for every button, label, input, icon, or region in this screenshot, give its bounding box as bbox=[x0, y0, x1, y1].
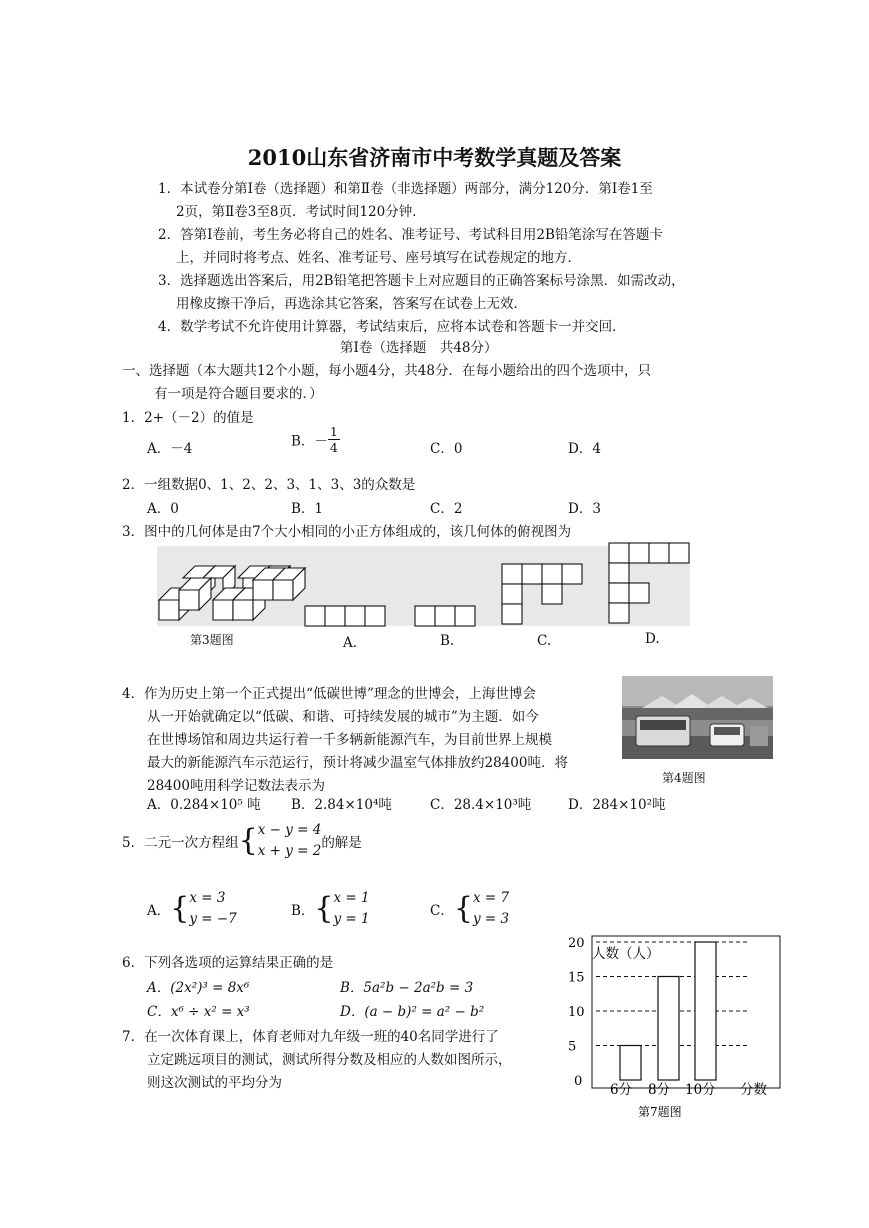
q7-line-1: 7．在一次体育课上，体育老师对九年级一班的40名同学进行了 bbox=[122, 1029, 499, 1045]
bar-10分 bbox=[695, 942, 716, 1080]
q6-option-a: A．(2x²)³ = 8x⁶ bbox=[147, 980, 250, 996]
q5-option-a-label: A． bbox=[147, 903, 171, 919]
q5-stem bbox=[122, 820, 362, 862]
note-3b: 用橡皮擦干净后，再选涂其它答案，答案写在试卷上无效． bbox=[176, 296, 527, 312]
q7-bar-chart bbox=[560, 934, 782, 1124]
chart-x-axis-label: 分数 bbox=[740, 1082, 767, 1098]
q5-option-b-system bbox=[334, 888, 370, 930]
y-tick-10: 10 bbox=[568, 1005, 585, 1020]
q4-line-3: 在世博场馆和周边共运行着一千多辆新能源汽车，为目前世界上规模 bbox=[147, 732, 552, 748]
q5-option-c-eq1: x = 7 bbox=[472, 890, 510, 906]
q3-option-a-figure bbox=[305, 606, 385, 626]
note-1b: 2页，第Ⅱ卷3至8页．考试时间120分钟． bbox=[176, 204, 426, 220]
q5-option-c-brace: { bbox=[453, 891, 473, 926]
q4-line-5: 28400吨用科学记数法表示为 bbox=[147, 778, 325, 794]
q5-option-c-eq2: y = 3 bbox=[472, 911, 510, 927]
q5-option-b-eq2: y = 1 bbox=[333, 911, 370, 927]
q4-option-b: B．2.84×10⁴吨 bbox=[291, 797, 392, 813]
q4-option-a: A．0.284×10⁵ 吨 bbox=[147, 797, 261, 813]
x-tick-6分: 6分 bbox=[610, 1082, 633, 1098]
q5-option-a-brace: { bbox=[170, 891, 190, 926]
bar-8分 bbox=[658, 977, 679, 1081]
q5-eq1: x − y = 4 bbox=[257, 822, 322, 838]
q3-label-b: B. bbox=[440, 633, 455, 649]
q2-option-a: A．0 bbox=[147, 501, 179, 517]
q5-option-b-label: B． bbox=[291, 903, 315, 919]
q5-option-b-eq1: x = 1 bbox=[333, 890, 370, 906]
chart-x-tick-labels bbox=[610, 1082, 716, 1098]
y-tick-20: 20 bbox=[568, 936, 585, 951]
q5-stem-prefix: 5．二元一次方程组 bbox=[122, 835, 239, 851]
q6-stem: 6．下列各选项的运算结果正确的是 bbox=[122, 955, 334, 971]
q5-option-a-eq1: x = 3 bbox=[189, 890, 226, 906]
q3-label-d: D. bbox=[645, 631, 660, 647]
q5-system bbox=[258, 820, 322, 862]
q5-option-c-label: C． bbox=[430, 903, 454, 919]
part1-line2: 有一项是符合题目要求的．） bbox=[154, 386, 323, 402]
q1-option-d: D．4 bbox=[568, 441, 601, 457]
q5-option-c-system bbox=[473, 888, 509, 930]
q5-stem-suffix: 的解是 bbox=[321, 835, 362, 851]
bar-6分 bbox=[620, 1046, 641, 1081]
q1-fraction bbox=[328, 424, 340, 455]
q3-figures bbox=[155, 540, 695, 658]
q4-option-d: D．284×10²吨 bbox=[568, 797, 666, 813]
chart-y-tick-labels bbox=[568, 936, 585, 1089]
part1-line1: 一、选择题（本大题共12个小题，每小题4分，共48分．在每小题给出的四个选项中，只 bbox=[122, 363, 651, 379]
q1-option-b bbox=[291, 424, 340, 455]
q4-expo-bus-photo bbox=[622, 676, 773, 759]
y-tick-15: 15 bbox=[568, 970, 585, 986]
note-3a: 3．选择题选出答案后，用2B铅笔把答题卡上对应题目的正确答案标号涂黑．如需改动， bbox=[158, 273, 685, 289]
q1-option-a: A．－4 bbox=[147, 441, 193, 457]
q6-option-c: C．x⁶ ÷ x² = x³ bbox=[147, 1004, 250, 1020]
q5-option-a bbox=[147, 888, 237, 930]
q2-option-d: D．3 bbox=[568, 501, 601, 517]
q4-line-1: 4．作为历史上第一个正式提出“低碳世博”理念的世博会，上海世博会 bbox=[122, 686, 536, 702]
q7-line-2: 立定跳远项目的测试，测试所得分数及相应的人数如图所示， bbox=[147, 1052, 512, 1068]
note-4: 4．数学考试不允许使用计算器，考试结束后，应将本试卷和答题卡一并交回． bbox=[158, 319, 626, 335]
chart-caption: 第7题图 bbox=[638, 1105, 682, 1119]
q1-fraction-den: 4 bbox=[329, 440, 338, 455]
q5-option-b-brace: { bbox=[314, 891, 334, 926]
q5-option-a-eq2: y = −7 bbox=[189, 911, 237, 927]
q2-stem: 2．一组数据0、1、2、2、3、1、3、3的众数是 bbox=[122, 477, 416, 493]
y-tick-0: 0 bbox=[574, 1074, 583, 1089]
note-2b: 上，并同时将考点、姓名、准考证号、座号填写在试卷规定的地方． bbox=[176, 250, 581, 266]
q2-option-b: B．1 bbox=[291, 501, 324, 517]
x-tick-10分: 10分 bbox=[685, 1082, 716, 1098]
q1-stem: 1．2+（－2）的值是 bbox=[122, 410, 254, 426]
q1-option-b-prefix: B．－ bbox=[291, 433, 328, 450]
q3-label-c: C. bbox=[537, 633, 552, 649]
note-1a: 1．本试卷分第Ⅰ卷（选择题）和第Ⅱ卷（非选择题）两部分，满分120分．第Ⅰ卷1至 bbox=[158, 181, 653, 197]
q1-fraction-num: 1 bbox=[329, 424, 338, 439]
q2-option-c: C．2 bbox=[430, 501, 463, 517]
q3-option-b-figure bbox=[415, 606, 475, 626]
q3-label-a: A. bbox=[343, 635, 358, 651]
q4-line-2: 从一开始就确定以“低碳、和谐、可持续发展的城市”为主题．如今 bbox=[147, 709, 539, 725]
q4-option-c: C．28.4×10³吨 bbox=[430, 797, 532, 813]
q4-line-4: 最大的新能源汽车示范运行，预计将减少温室气体排放约28400吨．将 bbox=[147, 755, 568, 771]
q5-option-c bbox=[430, 888, 509, 930]
q3-stem: 3．图中的几何体是由7个大小相同的小正方体组成的，该几何体的俯视图为 bbox=[122, 524, 572, 540]
q1-option-c: C．0 bbox=[430, 441, 463, 457]
page-title: 2010山东省济南市中考数学真题及答案 bbox=[247, 145, 622, 170]
q5-option-a-system bbox=[189, 888, 236, 930]
note-2a: 2．答第Ⅰ卷前，考生务必将自己的姓名、准考证号、考试科目用2B铅笔涂写在答题卡 bbox=[158, 227, 663, 243]
q5-brace: { bbox=[238, 823, 258, 858]
x-tick-8分: 8分 bbox=[648, 1082, 671, 1098]
q3-figure-caption: 第3题图 bbox=[190, 633, 234, 647]
q7-line-3: 则这次测试的平均分为 bbox=[147, 1075, 282, 1091]
q6-option-d: D．(a − b)² = a² − b² bbox=[340, 1004, 485, 1020]
q6-option-b: B．5a²b − 2a²b = 3 bbox=[340, 980, 474, 996]
y-tick-5: 5 bbox=[568, 1039, 577, 1055]
q5-option-b bbox=[291, 888, 370, 930]
q5-eq2: x + y = 2 bbox=[257, 843, 322, 859]
chart-y-axis-label: 人数（人） bbox=[592, 946, 660, 962]
q4-figure-caption: 第4题图 bbox=[662, 771, 706, 785]
section-title: 第Ⅰ卷（选择题 共48分） bbox=[340, 340, 498, 356]
